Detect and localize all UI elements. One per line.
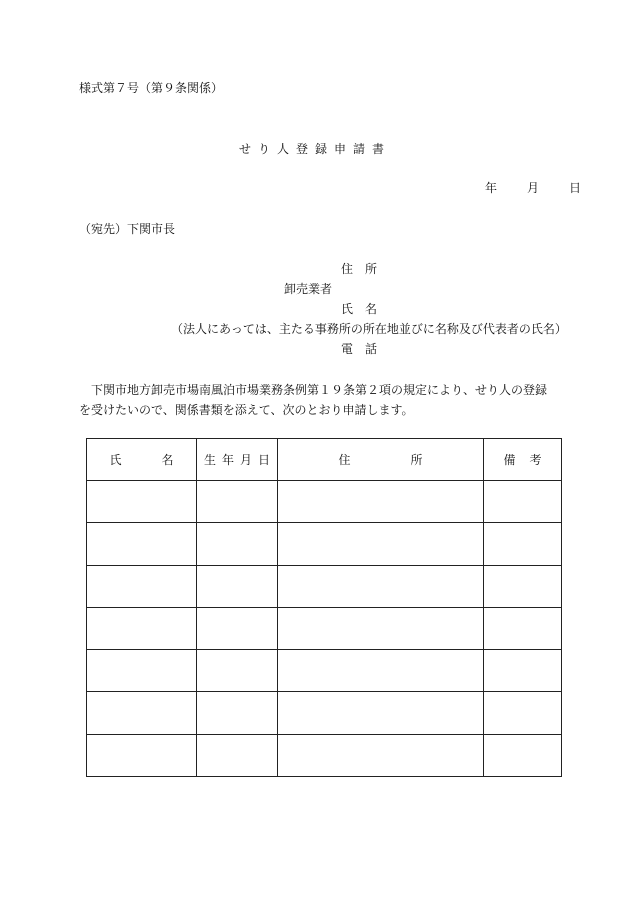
applicant-name-label: 氏名 bbox=[341, 302, 390, 316]
applicant-address-label: 住所 bbox=[341, 262, 390, 276]
cell-dob[interactable] bbox=[197, 692, 278, 734]
date-day-label: 日 bbox=[569, 181, 582, 195]
cell-remarks[interactable] bbox=[484, 607, 562, 649]
date-month-label: 月 bbox=[527, 181, 540, 195]
addressee: （宛先）下関市長 bbox=[79, 222, 176, 236]
table-row bbox=[87, 734, 562, 776]
date-year-label: 年 bbox=[485, 181, 498, 195]
cell-dob[interactable] bbox=[197, 565, 278, 607]
header-address: 住所 bbox=[278, 439, 484, 481]
table-row bbox=[87, 481, 562, 523]
table-row bbox=[87, 565, 562, 607]
cell-dob[interactable] bbox=[197, 523, 278, 565]
header-dob: 生年月日 bbox=[197, 439, 278, 481]
cell-name[interactable] bbox=[87, 481, 197, 523]
cell-remarks[interactable] bbox=[484, 692, 562, 734]
header-remarks: 備考 bbox=[484, 439, 562, 481]
application-statement: 下関市地方卸売市場南風泊市場業務条例第１９条第２項の規定により、せり人の登録を受けたいので、関係書類を添えて、次のとおり申請します。 bbox=[79, 383, 548, 417]
cell-address[interactable] bbox=[278, 650, 484, 692]
cell-remarks[interactable] bbox=[484, 565, 562, 607]
auctioneer-table bbox=[86, 438, 562, 777]
table-row bbox=[87, 692, 562, 734]
applicant-role-label: 卸売業者 bbox=[284, 282, 333, 296]
cell-dob[interactable] bbox=[197, 607, 278, 649]
applicant-phone-label: 電話 bbox=[341, 342, 390, 356]
cell-remarks[interactable] bbox=[484, 734, 562, 776]
cell-address[interactable] bbox=[278, 523, 484, 565]
cell-remarks[interactable] bbox=[484, 523, 562, 565]
cell-dob[interactable] bbox=[197, 650, 278, 692]
table-row bbox=[87, 607, 562, 649]
cell-name[interactable] bbox=[87, 692, 197, 734]
header-name: 氏名 bbox=[87, 439, 197, 481]
cell-address[interactable] bbox=[278, 692, 484, 734]
cell-name[interactable] bbox=[87, 523, 197, 565]
table-row bbox=[87, 650, 562, 692]
cell-address[interactable] bbox=[278, 734, 484, 776]
cell-address[interactable] bbox=[278, 565, 484, 607]
date-line bbox=[465, 181, 581, 195]
cell-name[interactable] bbox=[87, 734, 197, 776]
document-title: せり人登録申請書 bbox=[238, 142, 391, 156]
cell-dob[interactable] bbox=[197, 481, 278, 523]
cell-name[interactable] bbox=[87, 650, 197, 692]
cell-dob[interactable] bbox=[197, 734, 278, 776]
cell-remarks[interactable] bbox=[484, 650, 562, 692]
table-row bbox=[87, 523, 562, 565]
cell-name[interactable] bbox=[87, 607, 197, 649]
cell-address[interactable] bbox=[278, 481, 484, 523]
cell-remarks[interactable] bbox=[484, 481, 562, 523]
cell-name[interactable] bbox=[87, 565, 197, 607]
applicant-note: （法人にあっては、主たる事務所の所在地並びに名称及び代表者の氏名） bbox=[171, 322, 567, 336]
form-number: 様式第７号（第９条関係） bbox=[79, 81, 224, 95]
table-header-row bbox=[87, 439, 562, 481]
cell-address[interactable] bbox=[278, 607, 484, 649]
